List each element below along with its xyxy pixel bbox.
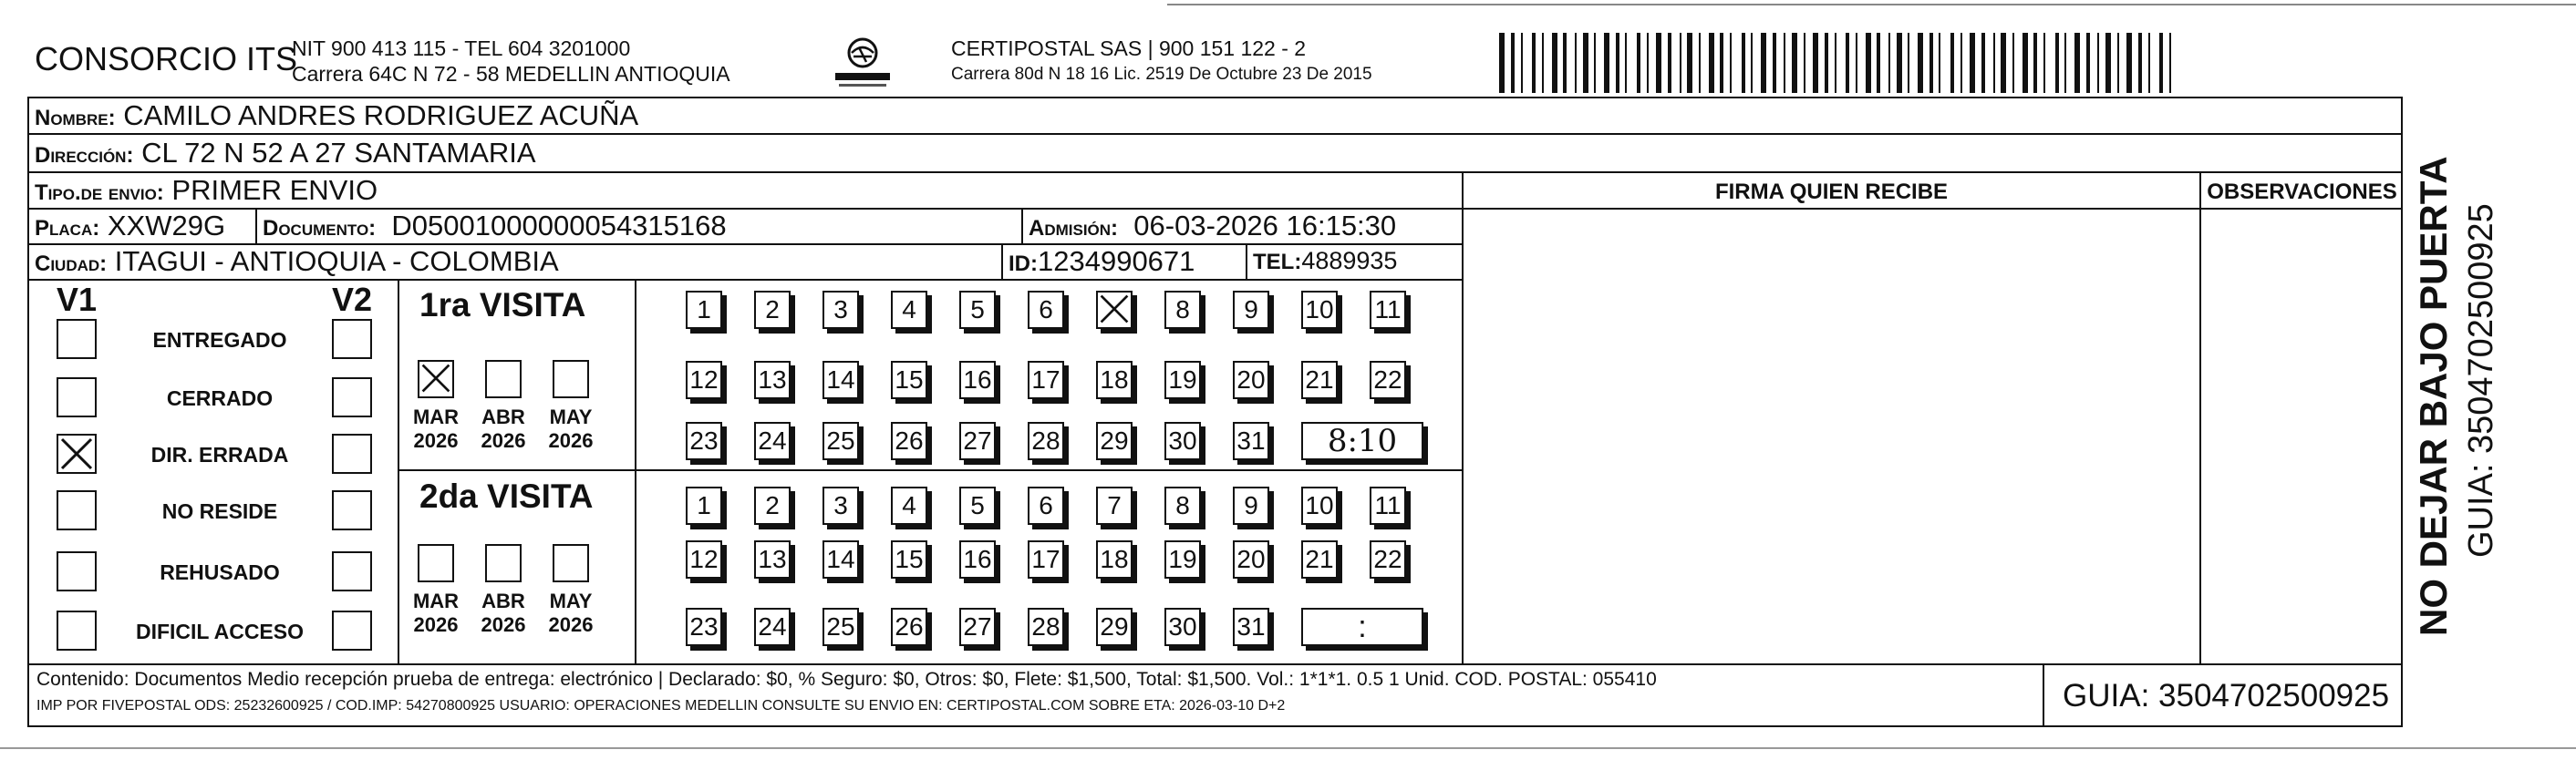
placa-field: Placa: XXW29G (35, 210, 226, 241)
first-visit-month-checkbox[interactable] (485, 360, 522, 398)
first-visit-day-box[interactable]: 16 (959, 361, 996, 399)
second-visit-day-box[interactable]: 26 (891, 608, 927, 646)
cell-divider (1021, 208, 1023, 243)
first-visit-day-box[interactable]: 14 (822, 361, 859, 399)
first-visit-day-box[interactable]: 17 (1028, 361, 1064, 399)
first-visit-day-box[interactable]: 12 (686, 361, 722, 399)
second-visit-day-box[interactable]: 31 (1233, 608, 1269, 646)
first-visit-day-box[interactable]: 1 (686, 291, 722, 329)
cell-divider (1246, 243, 1247, 279)
second-visit-month-label (409, 590, 463, 637)
status-divider (398, 279, 399, 663)
status-label: CERRADO (166, 386, 274, 410)
first-visit-day-box[interactable]: 9 (1233, 291, 1269, 329)
second-visit-day-box[interactable]: 8 (1164, 487, 1201, 525)
first-visit-day-box[interactable]: 2 (754, 291, 791, 329)
second-visit-day-box[interactable]: 30 (1164, 608, 1201, 646)
month-year: 2026 (413, 429, 459, 452)
first-visit-month-checkbox[interactable] (553, 360, 589, 398)
tipo-envio-field: Tipo.de envio: PRIMER ENVIO (35, 174, 378, 206)
first-visit-day-box[interactable]: 30 (1164, 422, 1201, 460)
first-visit-day-box[interactable]: 19 (1164, 361, 1201, 399)
footer-line (27, 663, 2403, 665)
v2-checkbox[interactable] (332, 490, 372, 530)
footer-guia: GUIA: 3504702500925 (2063, 678, 2390, 714)
row-line (27, 171, 2403, 173)
v2-checkbox[interactable] (332, 319, 372, 359)
company-name: CONSORCIO ITS (35, 40, 298, 77)
second-visit-day-box[interactable]: 10 (1301, 487, 1338, 525)
carrier-name: CERTIPOSTAL SAS | 900 151 122 - 2 (951, 36, 1307, 60)
second-visit-title: 2da VISITA (419, 478, 594, 515)
second-visit-day-box[interactable]: 12 (686, 540, 722, 579)
first-visit-month-label (476, 406, 531, 453)
first-visit-day-box[interactable]: 23 (686, 422, 722, 460)
first-visit-day-box[interactable]: 15 (891, 361, 927, 399)
second-visit-day-box[interactable]: 7 (1096, 487, 1133, 525)
ciudad-field: Ciudad: ITAGUI - ANTIOQUIA - COLOMBIA (35, 245, 559, 277)
footer-contenido: Contenido: Documentos Medio recepción prueba de entrega: electrónico | Declarado: $0, % Seguro: $0, Otros: $0, Flete: $1,500, Total: $1,500. Vol.: 1*1*1. 0.5 1 Unid. COD. POSTAL: 055410 (36, 669, 1657, 690)
month-name: MAR (412, 590, 460, 612)
v1-checkbox[interactable] (57, 434, 97, 474)
month-year: 2026 (481, 429, 526, 452)
second-visit-day-box[interactable]: 6 (1028, 487, 1064, 525)
first-visit-day-box[interactable]: 8 (1164, 291, 1201, 329)
second-visit-day-box[interactable]: 11 (1370, 487, 1406, 525)
certipostal-logo (832, 35, 894, 91)
second-visit-day-box[interactable]: 16 (959, 540, 996, 579)
observaciones-header: OBSERVACIONES (2207, 180, 2397, 204)
first-visit-day-box[interactable]: 11 (1370, 291, 1406, 329)
month-year: 2026 (548, 429, 594, 452)
nombre-field: Nombre: CAMILO ANDRES RODRIGUEZ ACUÑA (35, 99, 639, 131)
documento-field: Documento: D05001000000054315168 (263, 210, 727, 241)
second-visit-day-box[interactable]: 9 (1233, 487, 1269, 525)
first-visit-day-box[interactable]: 25 (822, 422, 859, 460)
second-visit-day-box[interactable]: 25 (822, 608, 859, 646)
cell-divider (255, 208, 257, 243)
admision-field: Admisión: 06-03-2026 16:15:30 (1029, 210, 1397, 241)
second-visit-day-box[interactable]: 19 (1164, 540, 1201, 579)
first-visit-day-box[interactable]: 3 (822, 291, 859, 329)
carrier-license: Carrera 80d N 18 16 Lic. 2519 De Octubre 23 De 2015 (951, 65, 1372, 84)
side-no-dejar: NO DEJAR BAJO PUERTA (2412, 156, 2455, 636)
barcode (1499, 33, 2178, 93)
v1-checkbox[interactable] (57, 611, 97, 651)
status-label: NO RESIDE (161, 499, 278, 523)
direccion-field: Dirección: CL 72 N 52 A 27 SANTAMARIA (35, 137, 536, 169)
second-visit-day-box[interactable]: 13 (754, 540, 791, 579)
second-visit-day-box[interactable]: 1 (686, 487, 722, 525)
second-visit-day-box[interactable]: 14 (822, 540, 859, 579)
row-line (27, 133, 2403, 135)
second-visit-day-box[interactable]: 17 (1028, 540, 1064, 579)
first-visit-month-label (409, 406, 463, 453)
visit-divider (398, 469, 1462, 471)
month-year: 2026 (413, 613, 459, 636)
row-line (1464, 208, 2403, 210)
second-visit-day-box[interactable]: 20 (1233, 540, 1269, 579)
bottom-edge-line (0, 747, 2576, 749)
second-visit-month-label (476, 590, 531, 637)
status-label: DIR. ERRADA (150, 443, 289, 467)
status-label: DIFICIL ACCESO (135, 620, 304, 643)
firma-header: FIRMA QUIEN RECIBE (1714, 180, 1949, 204)
id-field: ID:1234990671 (1009, 245, 1195, 277)
first-visit-time-box[interactable]: 8:10 (1301, 422, 1423, 460)
first-visit-day-box[interactable]: 31 (1233, 422, 1269, 460)
second-visit-month-checkbox[interactable] (485, 544, 522, 582)
second-visit-month-label (543, 590, 598, 637)
v1-checkbox[interactable] (57, 551, 97, 591)
second-visit-day-box[interactable]: 24 (754, 608, 791, 646)
firma-column-left (1462, 171, 1464, 663)
footer-guia-divider (2043, 663, 2044, 727)
first-visit-day-box[interactable]: 26 (891, 422, 927, 460)
second-visit-day-box[interactable]: 22 (1370, 540, 1406, 579)
second-visit-day-box[interactable]: 21 (1301, 540, 1338, 579)
second-visit-month-checkbox[interactable] (418, 544, 454, 582)
second-visit-day-box[interactable]: 23 (686, 608, 722, 646)
first-visit-month-label (543, 406, 598, 453)
month-name: ABR (481, 590, 525, 612)
v1-checkbox[interactable] (57, 377, 97, 417)
months-divider (635, 279, 636, 663)
first-visit-day-box[interactable]: 20 (1233, 361, 1269, 399)
observaciones-column-left (2199, 171, 2201, 663)
first-visit-day-box[interactable]: 28 (1028, 422, 1064, 460)
month-name: MAY (549, 590, 593, 612)
second-visit-day-box[interactable]: 15 (891, 540, 927, 579)
second-visit-month-checkbox[interactable] (553, 544, 589, 582)
first-visit-day-box[interactable]: 29 (1096, 422, 1133, 460)
v2-header: V2 (332, 281, 373, 318)
top-edge-line (1167, 4, 2576, 5)
second-visit-day-box[interactable]: 29 (1096, 608, 1133, 646)
v2-checkbox[interactable] (332, 377, 372, 417)
v2-checkbox[interactable] (332, 434, 372, 474)
side-guia: GUIA: 3504702500925 (2462, 203, 2500, 558)
v1-checkbox[interactable] (57, 319, 97, 359)
second-visit-day-box[interactable]: 3 (822, 487, 859, 525)
v1-header: V1 (57, 281, 98, 318)
second-visit-day-box[interactable]: 28 (1028, 608, 1064, 646)
second-visit-day-box[interactable]: 2 (754, 487, 791, 525)
tel-field: TEL:4889935 (1253, 247, 1398, 274)
first-visit-day-box[interactable]: 24 (754, 422, 791, 460)
first-visit-day-box[interactable] (1096, 291, 1133, 329)
first-visit-day-box[interactable]: 13 (754, 361, 791, 399)
first-visit-day-box[interactable]: 22 (1370, 361, 1406, 399)
month-name: ABR (481, 406, 525, 428)
month-year: 2026 (548, 613, 594, 636)
second-visit-day-box[interactable]: 5 (959, 487, 996, 525)
first-visit-day-box[interactable]: 27 (959, 422, 996, 460)
second-visit-day-box[interactable]: 27 (959, 608, 996, 646)
first-visit-month-checkbox[interactable] (418, 360, 454, 398)
first-visit-day-box[interactable]: 4 (891, 291, 927, 329)
first-visit-title: 1ra VISITA (419, 286, 586, 324)
second-visit-day-box[interactable]: 18 (1096, 540, 1133, 579)
first-visit-day-box[interactable]: 6 (1028, 291, 1064, 329)
second-visit-time-box[interactable]: : (1301, 608, 1423, 646)
status-label: ENTREGADO (152, 328, 287, 352)
v2-checkbox[interactable] (332, 611, 372, 651)
first-visit-day-box[interactable]: 18 (1096, 361, 1133, 399)
first-visit-day-box[interactable]: 21 (1301, 361, 1338, 399)
second-visit-day-box[interactable]: 4 (891, 487, 927, 525)
status-label: REHUSADO (160, 560, 280, 584)
company-address: Carrera 64C N 72 - 58 MEDELLIN ANTIOQUIA (292, 62, 730, 86)
footer-imp: IMP POR FIVEPOSTAL ODS: 25232600925 / COD.IMP: 54270800925 USUARIO: OPERACIONES MEDELLIN CONSULTE SU ENVIO EN: CERTIPOSTAL.COM SOBRE ETA: 2026-03-10 D+2 (36, 698, 1286, 714)
month-name: MAY (549, 406, 593, 428)
company-nit-tel: NIT 900 413 115 - TEL 604 3201000 (292, 36, 631, 60)
v2-checkbox[interactable] (332, 551, 372, 591)
v1-checkbox[interactable] (57, 490, 97, 530)
row-line (27, 279, 1464, 281)
month-name: MAR (412, 406, 460, 428)
cell-divider (1001, 243, 1003, 279)
month-year: 2026 (481, 613, 526, 636)
first-visit-day-box[interactable]: 5 (959, 291, 996, 329)
first-visit-day-box[interactable]: 10 (1301, 291, 1338, 329)
